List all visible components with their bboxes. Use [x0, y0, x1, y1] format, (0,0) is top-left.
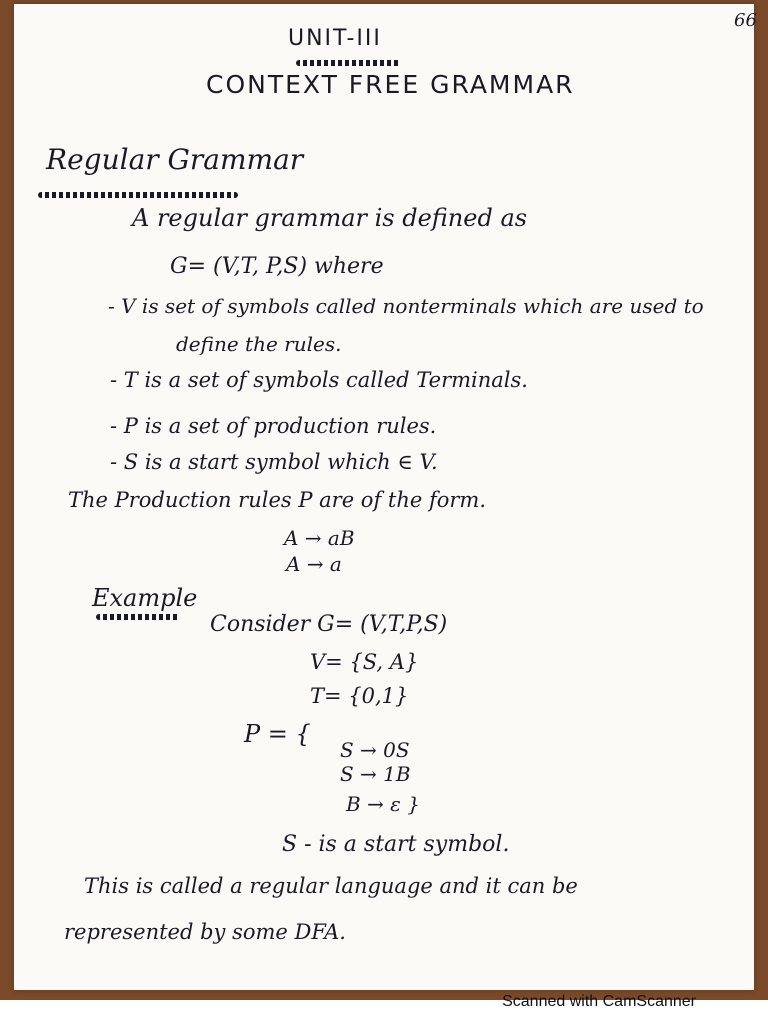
definition-intro: A regular grammar is defined as: [132, 204, 528, 232]
page-number: 66: [734, 10, 757, 31]
example-p-rule-3: B → ε }: [346, 792, 420, 816]
closing-line-2: represented by some DFA.: [64, 920, 346, 944]
unit-heading: UNIT-III: [288, 26, 382, 51]
production-form-intro: The Production rules P are of the form.: [68, 488, 487, 512]
unit-underline: [296, 60, 400, 66]
nonterminals-line-cont: define the rules.: [176, 332, 342, 356]
example-consider: Consider G= (V,T,P,S): [210, 612, 448, 637]
page-title: CONTEXT FREE GRAMMAR: [206, 70, 575, 99]
example-p-rule-1: S → 0S: [340, 738, 410, 762]
example-underline: [96, 614, 180, 620]
example-t-set: T= {0,1}: [310, 684, 409, 708]
example-p-label: P = {: [244, 720, 311, 748]
example-heading: Example: [92, 584, 198, 612]
section-heading: Regular Grammar: [46, 143, 304, 176]
closing-line-1: This is called a regular language and it can be: [84, 874, 578, 898]
example-v-set: V= {S, A}: [310, 650, 419, 674]
grammar-tuple: G= (V,T, P,S) where: [170, 254, 384, 279]
nonterminals-line: - V is set of symbols called nonterminals which are used to: [108, 294, 704, 318]
example-start-symbol: S - is a start symbol.: [282, 832, 510, 857]
productions-line: - P is a set of production rules.: [110, 414, 437, 438]
section-underline: [38, 192, 238, 198]
production-rule-1: A → aB: [284, 526, 355, 550]
start-symbol-line: - S is a start symbol which ∈ V.: [110, 450, 438, 474]
example-p-rule-2: S → 1B: [340, 762, 411, 786]
production-rule-2: A → a: [286, 552, 342, 576]
terminals-line: - T is a set of symbols called Terminals.: [110, 368, 528, 392]
scanner-watermark: Scanned with CamScanner: [502, 993, 696, 1010]
